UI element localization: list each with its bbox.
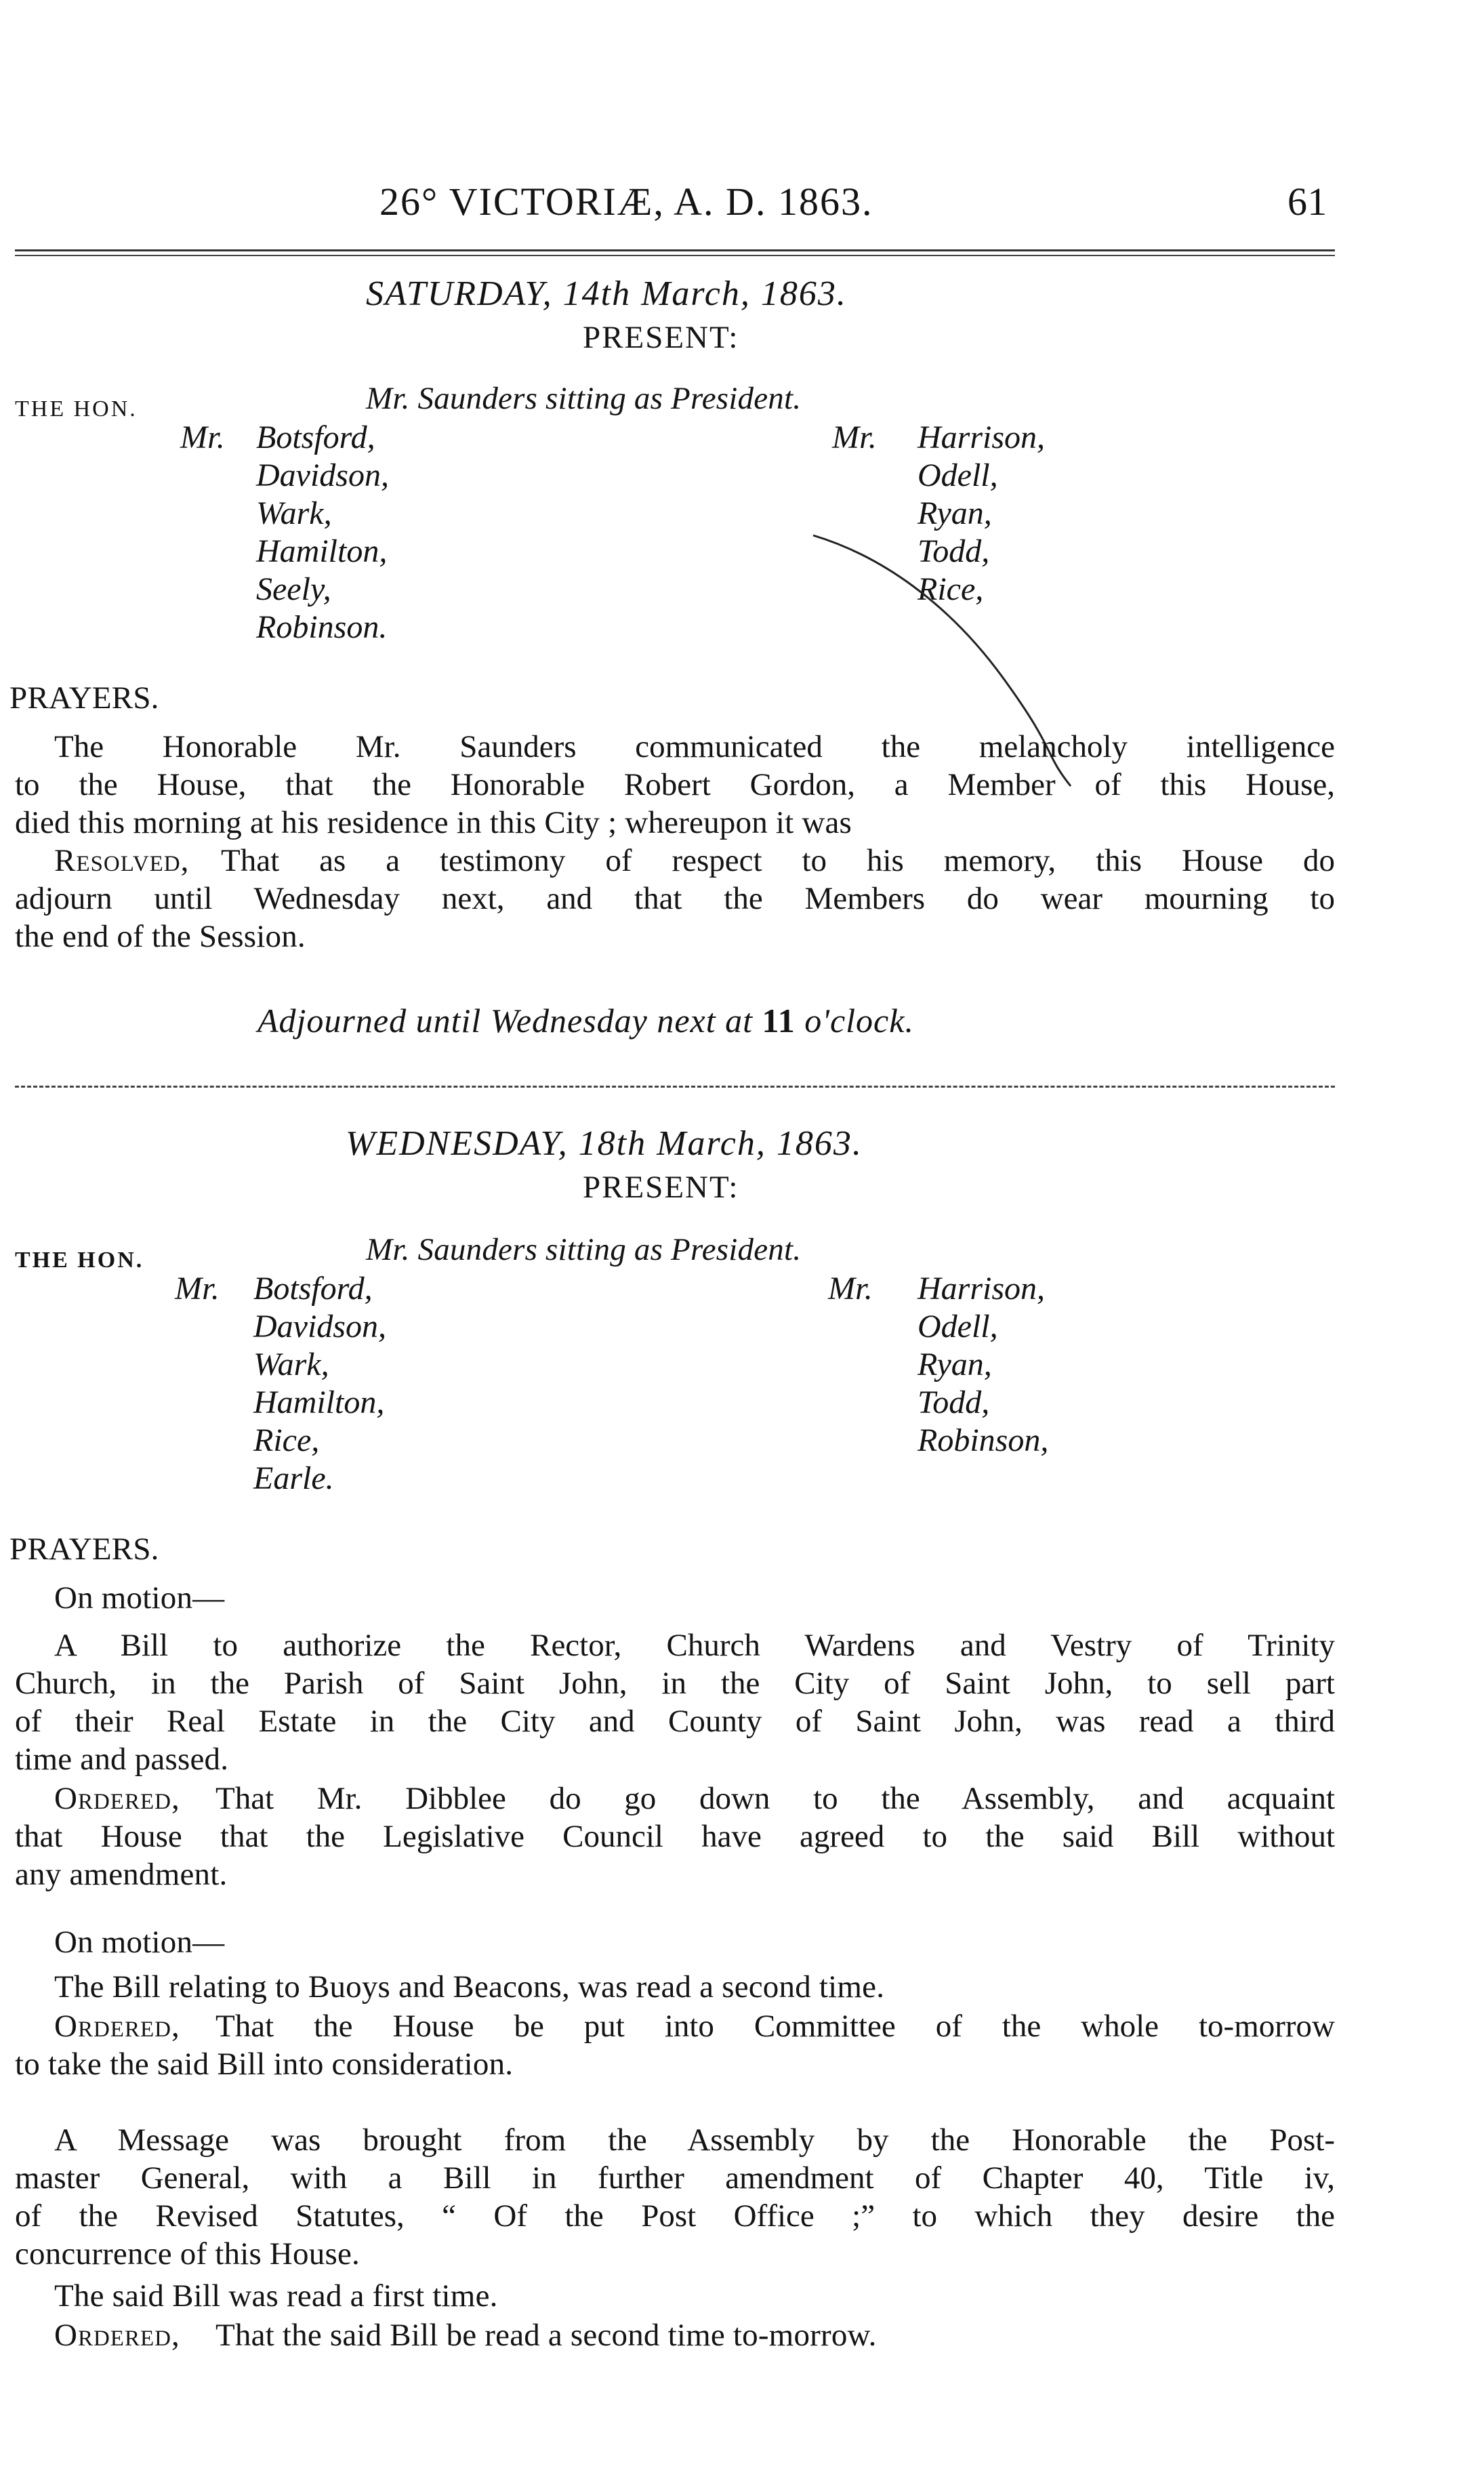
ordered-label: Ordered, <box>54 2318 180 2353</box>
member-name: Hamilton, <box>256 533 388 569</box>
sitting2-present-heading: PRESENT: <box>583 1170 739 1205</box>
message-line: A Message was brought from the Assembly by the Honorable the Post- <box>54 2122 1335 2158</box>
adjournment-line <box>257 1002 914 1040</box>
sitting1-p2-line: That as a testimony of respect to his memory, this House do <box>221 843 1335 878</box>
running-title: 26° VICTORIÆ, A. D. 1863. <box>379 180 873 224</box>
adjournment-oclock: o'clock. <box>804 1002 914 1040</box>
bill1-line: time and passed. <box>15 1742 229 1777</box>
ordered1-line: that House that the Legislative Council have agreed to the said Bill without <box>15 1819 1335 1854</box>
adjournment-hour: 11 <box>762 1002 796 1040</box>
sitting1-date-heading: SATURDAY, 14th March, 1863. <box>366 274 847 313</box>
sitting1-present-heading: PRESENT: <box>583 320 739 355</box>
resolved-label: Resolved, <box>54 843 190 878</box>
sitting2-the-hon: THE HON. <box>15 1248 144 1273</box>
member-name: Robinson. <box>256 609 388 645</box>
member-name: Wark, <box>256 495 332 531</box>
member-name: Robinson, <box>918 1422 1049 1458</box>
sitting1-the-hon: THE HON. <box>15 396 138 422</box>
member-name: Botsford, <box>256 419 375 455</box>
sitting1-p1-line: to the House, that the Honorable Robert Gordon, a Member of this House, <box>15 767 1335 802</box>
member-name: Davidson, <box>253 1309 386 1344</box>
adjournment-text: Adjourned until Wednesday next at <box>257 1002 754 1040</box>
sitting2-president-line: Mr. Saunders sitting as President. <box>366 1232 802 1267</box>
sitting1-p2-line: the end of the Session. <box>15 919 306 954</box>
member-name: Harrison, <box>918 419 1046 455</box>
ordered-label: Ordered, <box>54 1781 180 1816</box>
bill1-line: A Bill to authorize the Rector, Church Wardens and Vestry of Trinity <box>54 1628 1335 1663</box>
sitting2-prayers: PRAYERS. <box>9 1532 159 1567</box>
member-name: Todd, <box>918 1384 990 1420</box>
sitting2-right-prefix: Mr. <box>828 1271 873 1307</box>
sitting1-left-prefix: Mr. <box>180 419 225 455</box>
bill2-line: The Bill relating to Buoys and Beacons, was read a second time. <box>54 1969 885 2005</box>
member-name: Davidson, <box>256 457 389 493</box>
bill1-line: of their Real Estate in the City and County of Saint John, was read a third <box>15 1704 1335 1739</box>
on-motion-label: On motion— <box>54 1580 225 1616</box>
ordered-label: Ordered, <box>54 2009 180 2044</box>
ordered2-line: That the House be put into Committee of the whole to-morrow <box>215 2009 1335 2044</box>
header-rule <box>15 249 1335 256</box>
sitting1-right-prefix: Mr. <box>832 419 877 455</box>
message-line: of the Revised Statutes, “ Of the Post Office ;” to which they desire the <box>15 2198 1335 2234</box>
sitting2-date-heading: WEDNESDAY, 18th March, 1863. <box>346 1124 863 1163</box>
sitting1-p1-line: died this morning at his residence in this City ; whereupon it was <box>15 805 852 840</box>
on-motion-label: On motion— <box>54 1925 225 1960</box>
sitting1-prayers: PRAYERS. <box>9 680 159 716</box>
ordered2-line: to take the said Bill into consideration. <box>15 2047 514 2082</box>
message-line: master General, with a Bill in further amendment of Chapter 40, Title iv, <box>15 2160 1335 2196</box>
member-name: Ryan, <box>918 1347 992 1382</box>
member-name: Odell, <box>918 1309 998 1344</box>
member-name: Todd, <box>918 533 990 569</box>
member-name: Rice, <box>918 571 984 607</box>
sitting1-president-line: Mr. Saunders sitting as President. <box>366 381 802 416</box>
first-reading-line: The said Bill was read a first time. <box>54 2278 498 2314</box>
sitting1-p2-line: adjourn until Wednesday next, and that the Members do wear mourning to <box>15 881 1335 916</box>
ordered3-line: That the said Bill be read a second time to-morrow. <box>215 2318 877 2353</box>
message-line: concurrence of this House. <box>15 2236 360 2272</box>
member-name: Rice, <box>253 1422 320 1458</box>
sitting1-left-members <box>256 419 389 646</box>
member-name: Harrison, <box>918 1271 1046 1307</box>
bill1-line: Church, in the Parish of Saint John, in the City of Saint John, to sell part <box>15 1666 1335 1701</box>
sitting1-p1-line: The Honorable Mr. Saunders communicated the melancholy intelligence <box>54 729 1335 764</box>
member-name: Seely, <box>256 571 331 607</box>
section-divider <box>15 1086 1335 1088</box>
member-name: Ryan, <box>918 495 992 531</box>
page-number: 61 <box>1287 180 1327 224</box>
sitting2-left-members <box>253 1270 386 1498</box>
member-name: Odell, <box>918 457 998 493</box>
sitting2-right-members <box>918 1270 1048 1460</box>
member-name: Earle. <box>253 1460 334 1496</box>
member-name: Hamilton, <box>253 1384 385 1420</box>
member-name: Botsford, <box>253 1271 373 1307</box>
ordered1-line: any amendment. <box>15 1857 228 1892</box>
sitting2-left-prefix: Mr. <box>175 1271 220 1307</box>
member-name: Wark, <box>253 1347 329 1382</box>
ordered1-line: That Mr. Dibblee do go down to the Assembly, and acquaint <box>215 1781 1335 1816</box>
